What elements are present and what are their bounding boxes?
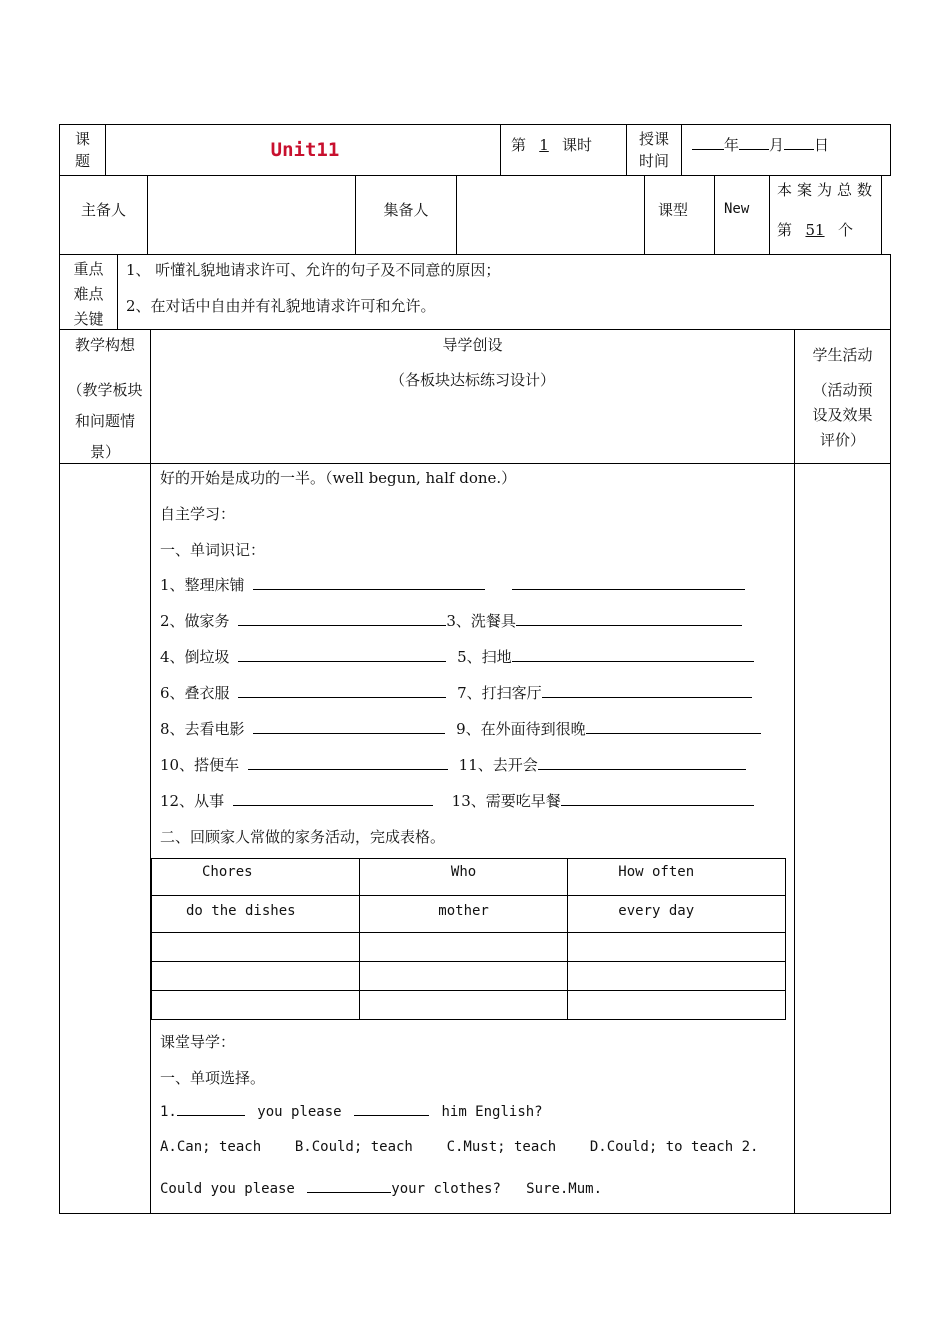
answer-blank[interactable] bbox=[238, 613, 446, 626]
q1-end: him English? bbox=[441, 1104, 543, 1120]
case-suffix: 个 bbox=[838, 221, 854, 239]
answer-blank[interactable] bbox=[177, 1103, 245, 1116]
vocab-item: 12、从事 bbox=[160, 792, 225, 810]
choice-title: 一、单项选择。 bbox=[160, 1069, 266, 1087]
table-cell[interactable] bbox=[152, 933, 360, 962]
collective-preparer-label: 集备人 bbox=[383, 201, 429, 219]
lesson-number bbox=[511, 134, 592, 155]
lesson-number-value: 1 bbox=[539, 136, 549, 154]
vocab-line bbox=[160, 574, 745, 595]
vocab-item: 9、在外面待到很晚 bbox=[456, 720, 586, 738]
table-header-row bbox=[152, 859, 786, 896]
answer-blank[interactable] bbox=[512, 649, 754, 662]
table-cell[interactable]: every day bbox=[568, 896, 786, 933]
q2-prefix: Could you please bbox=[160, 1181, 295, 1197]
q1-mid: you please bbox=[257, 1104, 342, 1120]
date-month: 月 bbox=[769, 136, 785, 154]
key-points-label: 重点 难点 关键 bbox=[73, 260, 104, 328]
page-title: Unit11 bbox=[270, 139, 340, 161]
date-field bbox=[692, 134, 829, 155]
vocab-item: 3、洗餐具 bbox=[446, 612, 516, 630]
vocab-item: 10、搭便车 bbox=[160, 756, 240, 774]
vocab-item: 8、去看电影 bbox=[160, 720, 245, 738]
question-1 bbox=[160, 1103, 543, 1120]
table-cell[interactable] bbox=[568, 933, 786, 962]
vocab-item: 13、需要吃早餐 bbox=[451, 792, 561, 810]
part2-title: 二、回顾家人常做的家务活动，完成表格。 bbox=[160, 828, 446, 846]
student-activity-sub: （活动预设及效果评价） bbox=[812, 381, 873, 449]
vocab-item: 6、叠衣服 bbox=[160, 684, 230, 702]
vocab-line bbox=[160, 646, 754, 667]
vocab-line bbox=[160, 610, 742, 631]
table-row bbox=[152, 933, 786, 962]
table-cell[interactable] bbox=[359, 991, 567, 1020]
table-cell[interactable] bbox=[359, 962, 567, 991]
table-cell[interactable] bbox=[152, 962, 360, 991]
answer-blank[interactable] bbox=[561, 793, 754, 806]
table-cell[interactable] bbox=[359, 933, 567, 962]
lesson-type-label: 课型 bbox=[657, 201, 688, 219]
answer-blank[interactable] bbox=[542, 685, 752, 698]
case-label: 本案为总数 bbox=[777, 181, 878, 199]
case-count bbox=[777, 219, 853, 240]
answer-blank[interactable] bbox=[253, 577, 485, 590]
teaching-concept-sub: （教学板块和问题情景） bbox=[67, 381, 143, 461]
vocab-line bbox=[160, 718, 761, 739]
table-row bbox=[152, 896, 786, 933]
table-header-cell: How often bbox=[568, 859, 786, 896]
answer-blank[interactable] bbox=[238, 685, 446, 698]
teach-time-label: 授课 时间 bbox=[638, 130, 669, 170]
lead-preparer-label: 主备人 bbox=[80, 201, 126, 219]
case-prefix: 第 bbox=[777, 221, 793, 239]
date-day: 日 bbox=[814, 136, 830, 154]
table-header-cell: Who bbox=[359, 859, 567, 896]
case-number: 51 bbox=[805, 221, 825, 239]
lesson-type-value: New bbox=[724, 201, 750, 217]
vocab-line bbox=[160, 754, 746, 775]
vocab-item: 11、去开会 bbox=[458, 756, 538, 774]
table-cell[interactable] bbox=[568, 962, 786, 991]
vocab-item: 5、扫地 bbox=[457, 648, 512, 666]
table-cell[interactable]: mother bbox=[359, 896, 567, 933]
answer-blank[interactable] bbox=[253, 721, 445, 734]
teaching-concept-title: 教学构想 bbox=[74, 336, 135, 354]
answer-blank[interactable] bbox=[354, 1103, 429, 1116]
table-cell[interactable]: do the dishes bbox=[152, 896, 360, 933]
body-left-cell bbox=[59, 463, 151, 1214]
answer-blank[interactable] bbox=[307, 1180, 391, 1193]
vocab-line bbox=[160, 682, 752, 703]
answer-blank[interactable] bbox=[538, 757, 746, 770]
answer-blank[interactable] bbox=[512, 577, 745, 590]
lesson-suffix: 课时 bbox=[562, 136, 593, 154]
answer-blank[interactable] bbox=[586, 721, 761, 734]
date-year: 年 bbox=[724, 136, 740, 154]
lesson-prefix: 第 bbox=[511, 136, 527, 154]
vocab-item: 4、倒垃圾 bbox=[160, 648, 230, 666]
class-guide-heading: 课堂导学： bbox=[160, 1033, 236, 1051]
table-row bbox=[152, 962, 786, 991]
lead-preparer-value-cell bbox=[147, 175, 356, 255]
part1-title: 一、单词识记： bbox=[160, 541, 266, 559]
self-study-heading: 自主学习： bbox=[160, 505, 236, 523]
topic-label: 课 题 bbox=[74, 130, 90, 170]
vocab-item: 2、做家务 bbox=[160, 612, 230, 630]
student-activity-title: 学生活动 bbox=[812, 346, 873, 364]
question-2 bbox=[160, 1180, 602, 1197]
key-point-2: 2、在对话中自由并有礼貌地请求许可和允许。 bbox=[126, 297, 436, 315]
q2-end: your clothes? Sure.Mum. bbox=[391, 1181, 603, 1197]
answer-blank[interactable] bbox=[516, 613, 742, 626]
collective-preparer-value-cell bbox=[456, 175, 645, 255]
table-cell[interactable] bbox=[568, 991, 786, 1020]
guide-design-title: 导学创设 bbox=[442, 336, 503, 354]
table-header-cell: Chores bbox=[152, 859, 360, 896]
question-1-options: A.Can; teach B.Could; teach C.Must; teach D.Could; to teach 2. bbox=[160, 1139, 759, 1155]
answer-blank[interactable] bbox=[238, 649, 446, 662]
vocab-line bbox=[160, 790, 754, 811]
chores-table bbox=[151, 858, 786, 1020]
q1-prefix: 1. bbox=[160, 1104, 177, 1120]
motto: 好的开始是成功的一半。（well begun, half done.） bbox=[160, 469, 517, 487]
vocab-item: 1、整理床铺 bbox=[160, 576, 245, 594]
answer-blank[interactable] bbox=[233, 793, 433, 806]
body-right-cell bbox=[794, 463, 891, 1214]
guide-design-sub: （各板块达标练习设计） bbox=[389, 371, 555, 389]
vocab-item: 7、打扫客厅 bbox=[457, 684, 542, 702]
key-point-1: 1、 听懂礼貌地请求许可、允许的句子及不同意的原因； bbox=[126, 261, 501, 279]
table-row bbox=[152, 991, 786, 1020]
table-cell[interactable] bbox=[152, 991, 360, 1020]
answer-blank[interactable] bbox=[248, 757, 448, 770]
